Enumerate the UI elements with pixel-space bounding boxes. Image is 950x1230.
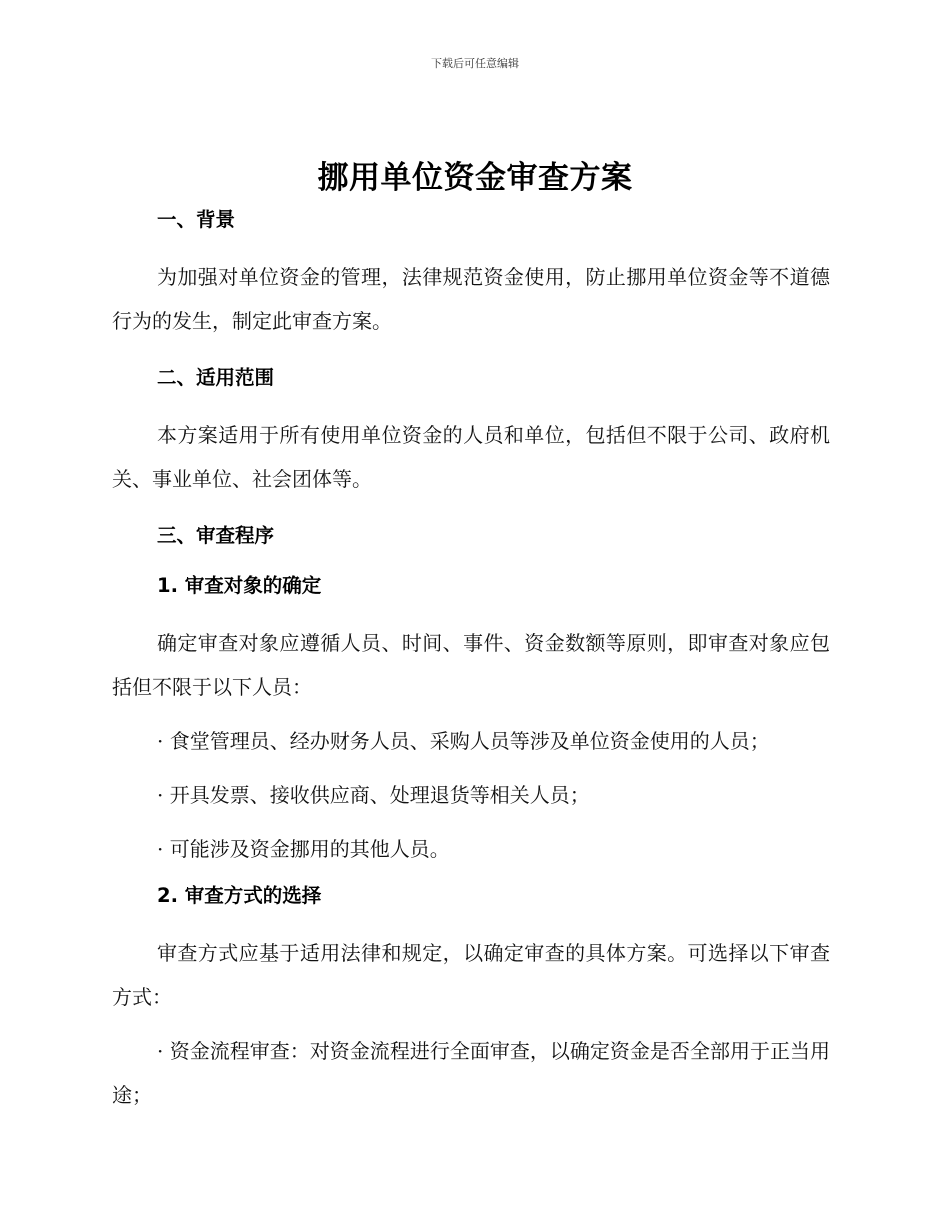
section-heading-procedure: 三、审查程序 <box>157 524 275 547</box>
list-item: · 开具发票、接收供应商、处理退货等相关人员； <box>157 783 590 807</box>
background-paragraph: 为加强对单位资金的管理，法律规范资金使用，防止挪用单位资金等不道德行为的发生，制定此审查方案。 <box>112 265 830 333</box>
section-heading-scope: 二、适用范围 <box>157 366 275 389</box>
list-item: · 可能涉及资金挪用的其他人员。 <box>157 837 450 861</box>
audit-target-paragraph: 确定审查对象应遵循人员、时间、事件、资金数额等原则，即审查对象应包括但不限于以下人员： <box>112 631 830 699</box>
document-title: 挪用单位资金审查方案 <box>317 160 633 196</box>
header-note: 下载后可任意编辑 <box>431 57 519 70</box>
list-item: · 资金流程审查：对资金流程进行全面审查，以确定资金是否全部用于正当用途； <box>112 1039 830 1107</box>
scope-paragraph: 本方案适用于所有使用单位资金的人员和单位，包括但不限于公司、政府机关、事业单位、社会团体等。 <box>112 423 830 491</box>
subheading-audit-method: 2. 审查方式的选择 <box>157 884 322 907</box>
document-body <box>112 205 830 1117</box>
section-heading-background: 一、背景 <box>157 208 236 231</box>
list-item: · 食堂管理员、经办财务人员、采购人员等涉及单位资金使用的人员； <box>157 729 770 753</box>
subheading-audit-target: 1. 审查对象的确定 <box>157 574 322 597</box>
audit-method-paragraph: 审查方式应基于适用法律和规定，以确定审查的具体方案。可选择以下审查方式： <box>112 941 830 1009</box>
